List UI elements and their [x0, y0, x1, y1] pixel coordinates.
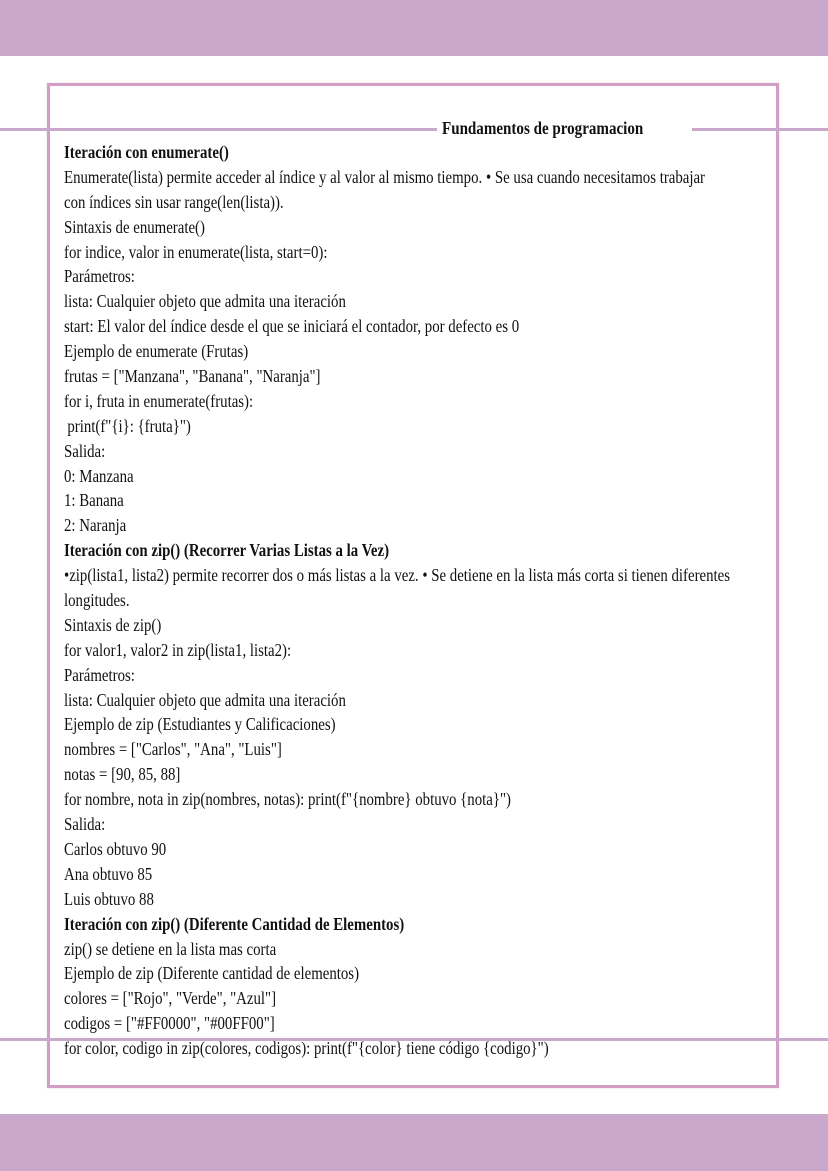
body-text-line: Enumerate(lista) permite acceder al índice y al valor al mismo tiempo. • Se usa cuando necesitamos trabajar — [64, 166, 706, 187]
code-line: for indice, valor in enumerate(lista, start=0): — [64, 241, 328, 262]
document-body — [64, 140, 785, 1061]
header-rule-left — [0, 128, 437, 131]
code-line: for nombre, nota in zip(nombres, notas): print(f"{nombre} obtuvo {nota}") — [64, 789, 511, 810]
body-text-line: lista: Cualquier objeto que admita una iteración — [64, 689, 346, 710]
body-text-line: start: El valor del índice desde el que se iniciará el contador, por defecto es 0 — [64, 316, 520, 337]
body-text-line: Ejemplo de zip (Diferente cantidad de elementos) — [64, 963, 360, 984]
body-text-line: longitudes. — [64, 590, 130, 611]
code-line: codigos = ["#FF0000", "#00FF00"] — [64, 1013, 275, 1034]
output-line: 1: Banana — [64, 490, 124, 511]
body-text-line: zip() se detiene en la lista mas corta — [64, 938, 277, 959]
code-line: for valor1, valor2 in zip(lista1, lista2): — [64, 639, 292, 660]
body-text-line: Sintaxis de enumerate() — [64, 216, 205, 237]
code-line: nombres = ["Carlos", "Ana", "Luis"] — [64, 739, 282, 760]
body-text-line: •zip(lista1, lista2) permite recorrer dos o más listas a la vez. • Se detiene en la lista más corta si tienen diferentes — [64, 565, 731, 586]
code-line: frutas = ["Manzana", "Banana", "Naranja"] — [64, 366, 321, 387]
body-text-line: con índices sin usar range(len(lista)). — [64, 191, 284, 212]
code-line: for i, fruta in enumerate(frutas): — [64, 390, 254, 411]
output-line: 0: Manzana — [64, 465, 134, 486]
header-rule-right — [692, 128, 828, 131]
code-line: colores = ["Rojo", "Verde", "Azul"] — [64, 988, 277, 1009]
code-line: for color, codigo in zip(colores, codigos): print(f"{color} tiene código {codigo}") — [64, 1038, 549, 1059]
output-line: Ana obtuvo 85 — [64, 863, 153, 884]
body-text-line: Sintaxis de zip() — [64, 614, 162, 635]
section-heading: Iteración con zip() (Recorrer Varias Listas a la Vez) — [64, 540, 390, 561]
body-text-line: Ejemplo de zip (Estudiantes y Calificaciones) — [64, 714, 336, 735]
body-text-line: lista: Cualquier objeto que admita una iteración — [64, 291, 346, 312]
code-line: notas = [90, 85, 88] — [64, 764, 181, 785]
body-text-line: Parámetros: — [64, 266, 135, 287]
body-text-line: Salida: — [64, 814, 106, 835]
output-line: Carlos obtuvo 90 — [64, 838, 167, 859]
body-text-line: Salida: — [64, 440, 106, 461]
section-heading: Iteración con enumerate() — [64, 142, 229, 162]
body-text-line: Parámetros: — [64, 664, 135, 685]
output-line: 2: Naranja — [64, 515, 127, 536]
bottom-decorative-band — [0, 1114, 828, 1171]
output-line: Luis obtuvo 88 — [64, 888, 154, 909]
section-heading: Iteración con zip() (Diferente Cantidad de Elementos) — [64, 913, 405, 934]
document-header-title: Fundamentos de programacion — [442, 118, 644, 138]
code-line: print(f"{i}: {fruta}") — [67, 415, 191, 436]
top-decorative-band — [0, 0, 828, 56]
body-text-line: Ejemplo de enumerate (Frutas) — [64, 341, 249, 362]
